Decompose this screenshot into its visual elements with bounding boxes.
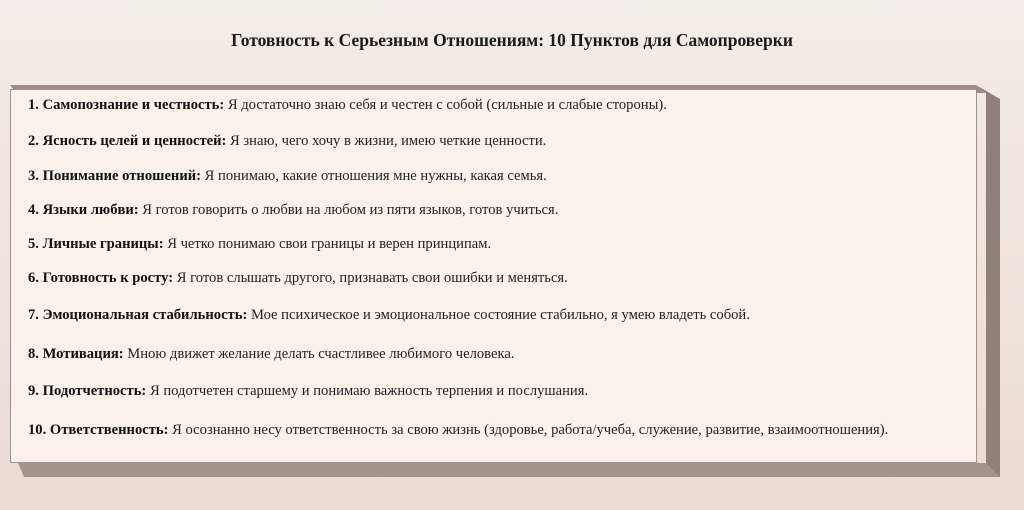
list-item bbox=[28, 202, 978, 218]
item-text: Я осознанно несу ответственность за свою жизнь (здоровье, работа/учеба, служение, развитие, взаимоотношения). bbox=[168, 422, 889, 438]
item-text: Я подотчетен старшему и понимаю важность терпения и послушания. bbox=[146, 383, 589, 399]
item-text: Я готов слышать другого, признавать свои ошибки и меняться. bbox=[173, 270, 568, 286]
item-label: 9. Подотчетность: bbox=[28, 383, 147, 399]
item-label: 3. Понимание отношений: bbox=[28, 168, 202, 184]
item-text: Я понимаю, какие отношения мне нужны, какая семья. bbox=[201, 168, 547, 184]
list-item bbox=[28, 383, 978, 399]
item-label: 4. Языки любви: bbox=[28, 202, 139, 218]
item-label: 8. Мотивация: bbox=[28, 346, 124, 362]
item-text: Мое психическое и эмоциональное состояние стабильно, я умею владеть собой. bbox=[247, 307, 750, 323]
list-item bbox=[28, 307, 978, 323]
item-text: Я четко понимаю свои границы и верен принципам. bbox=[163, 236, 492, 252]
list-item bbox=[28, 270, 978, 286]
item-label: 10. Ответственность: bbox=[28, 422, 169, 438]
list-item bbox=[28, 236, 978, 252]
list-item bbox=[28, 346, 978, 362]
item-label: 7. Эмоциональная стабильность: bbox=[28, 307, 248, 323]
item-text: Я достаточно знаю себя и честен с собой (сильные и слабые стороны). bbox=[224, 97, 667, 113]
list-item bbox=[28, 133, 978, 149]
list-item bbox=[28, 97, 978, 113]
slide-title: Готовность к Серьезным Отношениям: 10 Пунктов для Самопроверки bbox=[231, 30, 793, 50]
item-text: Я знаю, чего хочу в жизни, имею четкие ценности. bbox=[226, 133, 547, 149]
item-label: 5. Личные границы: bbox=[28, 236, 164, 252]
item-label: 6. Готовность к росту: bbox=[28, 270, 174, 286]
item-text: Мною движет желание делать счастливее любимого человека. bbox=[123, 346, 515, 362]
list-item bbox=[28, 422, 978, 438]
item-label: 2. Ясность целей и ценностей: bbox=[28, 133, 227, 149]
item-label: 1. Самопознание и честность: bbox=[28, 97, 225, 113]
list-item bbox=[28, 168, 978, 184]
item-text: Я готов говорить о любви на любом из пяти языков, готов учиться. bbox=[138, 202, 559, 218]
